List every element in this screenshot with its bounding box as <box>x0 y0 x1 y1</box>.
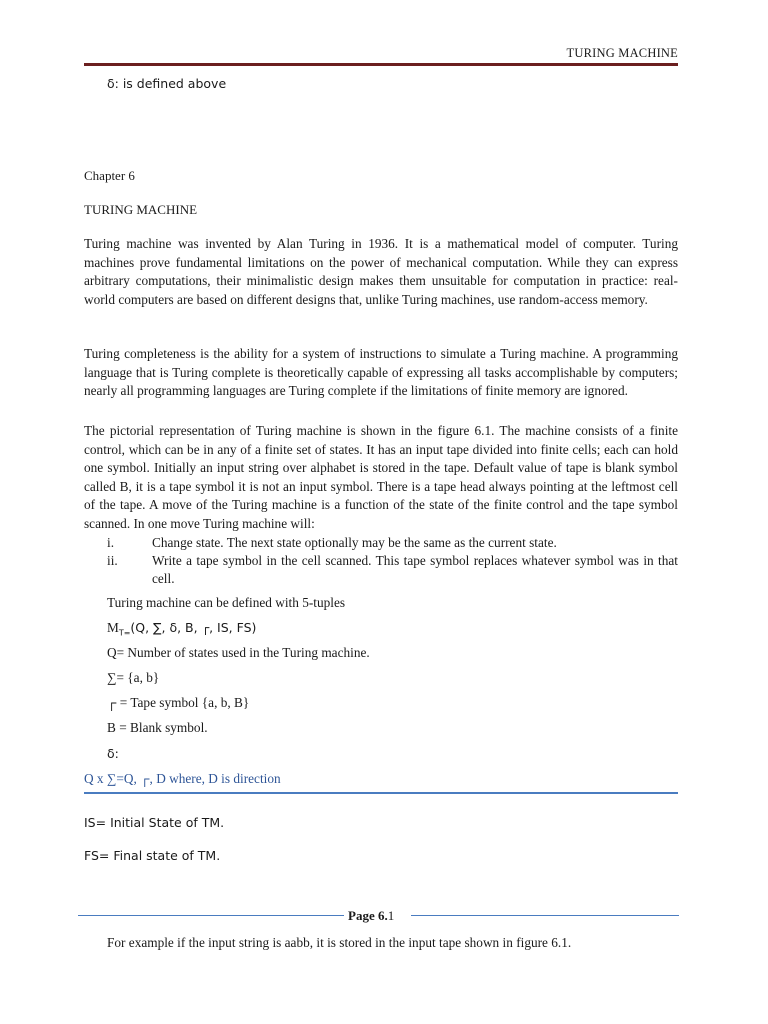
running-header: TURING MACHINE <box>566 46 678 60</box>
heading-underline <box>84 792 678 794</box>
paragraph-example: For example if the input string is aabb, it is stored in the input tape shown in figure 6.1. <box>107 935 572 950</box>
footer-rule-right <box>411 915 679 916</box>
list-item-text: Change state. The next state optionally may be the same as the current state. <box>152 535 557 550</box>
definition-blank: B = Blank symbol. <box>107 720 208 735</box>
chapter-title: TURING MACHINE <box>84 202 198 217</box>
final-state-line: FS= Final state of TM. <box>84 848 221 863</box>
paragraph-completeness: Turing completeness is the ability for a system of instructions to simulate a Turing machine. A programming language that is Turing complete is theoretically capable of expressing all tasks accomplishable by computers; nearly all programming languages are Turing complete if the limitations of finite memory are ignored. <box>84 346 678 398</box>
chapter-label: Chapter 6 <box>84 168 135 183</box>
list-item-text: Write a tape symbol in the cell scanned. This tape symbol replaces whatever symbol was in that cell. <box>152 553 678 586</box>
definition-intro: Turing machine can be defined with 5-tuples <box>107 595 346 610</box>
page-suffix: 1 <box>387 908 395 923</box>
footer-rule-left <box>78 915 344 916</box>
paragraph-intro: Turing machine was invented by Alan Turing in 1936. It is a mathematical model of computer. Turing machines prove fundamental limitations on the power of mechanical computation. While they can express arbitrary computations, their minimalistic design makes them unsuitable for computation in practice: real-world computers are based on different designs that, unlike Turing machines, use random-access memory. <box>84 236 678 307</box>
initial-state-line: IS= Initial State of TM. <box>84 815 225 830</box>
page-label: Page 6. <box>348 908 388 923</box>
transition-heading: Q x ∑=Q, ┌, D where, D is direction <box>84 771 281 786</box>
definition-delta: δ: <box>107 746 119 761</box>
definition-sigma: ∑= {a, b} <box>107 670 160 685</box>
delta-note: δ: is defined above <box>107 76 227 91</box>
header-rule <box>84 63 678 66</box>
page-number <box>348 908 394 924</box>
paragraph-pictorial: The pictorial representation of Turing machine is shown in the figure 6.1. The machine consists of a finite control, which can be in any of a finite set of states. It has an input tape divided into finite cells; each can hold one symbol. Initially an input string over alphabet is stored in the tape. Default value of tape is blank symbol called B, it is a tape symbol it is not an input symbol. There is a tape head always pointing at the leftmost cell of the tape. A move of the Turing machine is a function of the state of the finite control and the tape symbol scanned. In one move Turing machine will: <box>84 423 678 531</box>
list-item-number: ii. <box>107 553 118 568</box>
definition-tuple <box>107 620 256 638</box>
definition-gamma: ┌ = Tape symbol {a, b, B} <box>107 695 250 710</box>
tuple-m: M <box>107 620 119 635</box>
tuple-subscript: T= <box>118 628 131 638</box>
definition-q: Q= Number of states used in the Turing machine. <box>107 645 370 660</box>
tuple-rest: (Q, ∑, δ, B, ┌, IS, FS) <box>130 620 257 635</box>
list-item-number: i. <box>107 535 115 550</box>
